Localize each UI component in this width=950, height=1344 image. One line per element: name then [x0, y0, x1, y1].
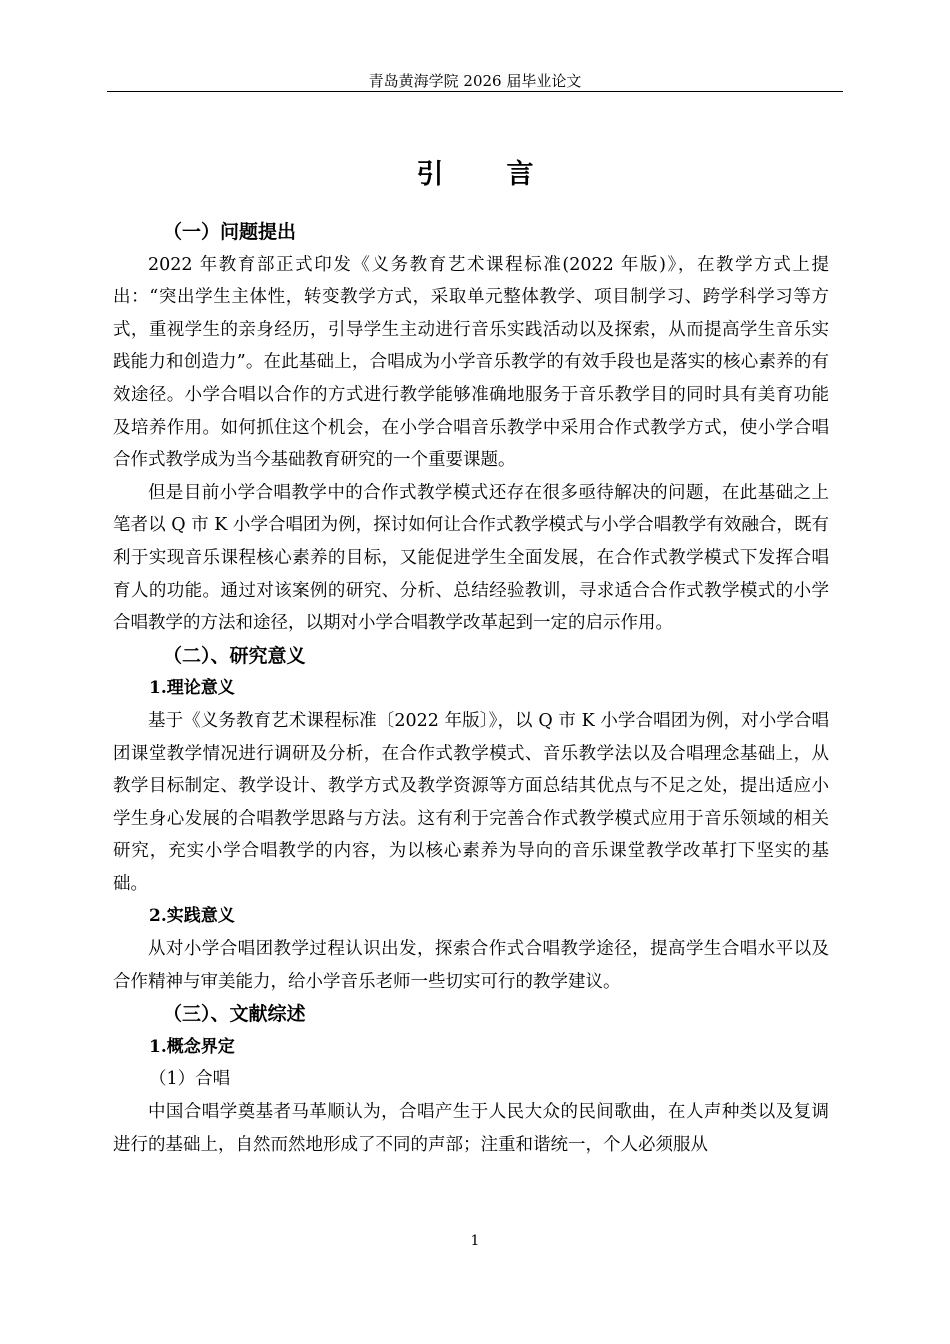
subsection-heading-theory: 1.理论意义 — [149, 678, 235, 699]
section-heading-problem: （一）问题提出 — [163, 221, 297, 243]
header-rule — [107, 91, 843, 92]
page-title: 引 言 — [416, 159, 552, 190]
subsection-heading-concepts: 1.概念界定 — [149, 1036, 235, 1057]
page-number: 1 — [470, 1233, 480, 1249]
paragraph: 从对小学合唱团教学过程认识出发，探索合作式合唱教学途径，提高学生合唱水平以及合作精神与审美能力，给小学音乐老师一些切实可行的教学建议。 — [113, 939, 829, 992]
paragraph: 2022 年教育部正式印发《义务教育艺术课程标准(2022 年版)》，在教学方式上提出：“突出学生主体性，转变教学方式，采取单元整体教学、项目制学习、跨学科学习等方式，重视学生的亲身经历，引导学生主动进行音乐实践活动以及探索，从而提高学生音乐实践能力和创造力”。在此基础上，合唱成为小学音乐教学的有效手段也是落实的核心素养的有效途径。小学合唱以合作的方式进行教学能够准确地服务于音乐教学目的同时具有美育功能及培养作用。如何抓住这个机会，在小学合唱音乐教学中采用合作式教学方式，使小学合唱合作式教学成为当今基础教育研究的一个重要课题。 — [113, 254, 829, 471]
subsection-heading-practice: 2.实践意义 — [149, 906, 235, 927]
section-heading-significance: （二）、研究意义 — [163, 644, 306, 667]
body-content — [113, 216, 829, 1161]
paragraph: 基于《义务教育艺术课程标准〔2022 年版〕》，以 Q 市 K 小学合唱团为例，对小学合唱团课堂教学情况进行调研及分析，在合作式教学模式、音乐教学法以及合唱理念基础上，从教学目标制定、教学设计、教学方式及教学资源等方面总结其优点与不足之处，提出适应小学生身心发展的合唱教学思路与方法。这有利于完善合作式教学模式应用于音乐领域的相关研究，充实小学合唱教学的内容，为以核心素养为导向的音乐课堂教学改革打下坚实的基础。 — [113, 710, 829, 894]
running-header: 青岛黄海学院 2026 届毕业论文 — [368, 72, 582, 90]
paragraph: 但是目前小学合唱教学中的合作式教学模式还存在很多亟待解决的问题，在此基础之上笔者以 Q 市 K 小学合唱团为例，探讨如何让合作式教学模式与小学合唱教学有效融合，既有利于实现音乐课程核心素养的目标，又能促进学生全面发展，在合作式教学模式下发挥合唱育人的功能。通过对该案例的研究、分析、总结经验教训，寻求适合合作式教学模式的小学合唱教学的方法和途径，以期对小学合唱教学改革起到一定的启示作用。 — [113, 482, 829, 634]
paragraph: 中国合唱学奠基者马革顺认为，合唱产生于人民大众的民间歌曲，在人声种类以及复调进行的基础上，自然而然地形成了不同的声部；注重和谐统一，个人必须服从 — [113, 1102, 829, 1155]
section-heading-literature: （三）、文献综述 — [163, 1003, 306, 1026]
subsubsection-heading-chorus: （1）合唱 — [149, 1069, 231, 1090]
